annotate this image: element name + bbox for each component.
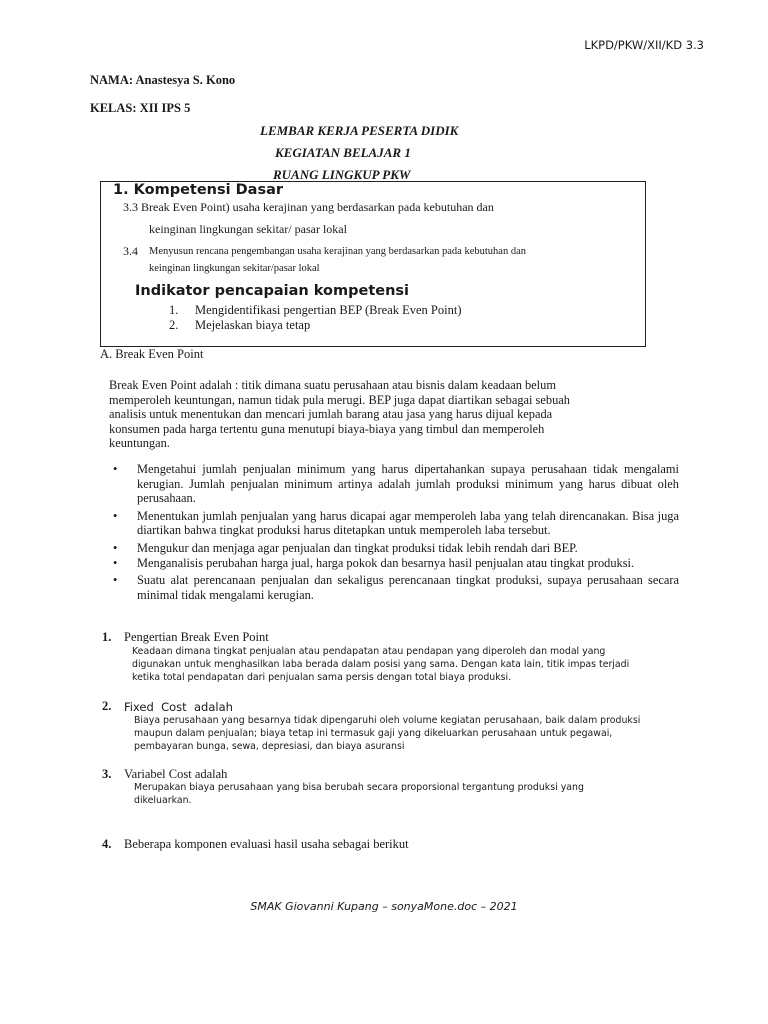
- bullet-icon: •: [113, 462, 118, 476]
- kd-3-4-line-1: Menyusun rencana pengembangan usaha kerajinan yang berdasarkan pada kebutuhan dan: [149, 246, 526, 257]
- bep-purpose-list: [113, 462, 679, 605]
- student-name: NAMA: Anastesya S. Kono: [90, 73, 236, 87]
- section-1-title: Pengertian Break Even Point: [124, 630, 269, 644]
- paragraph-line: konsumen pada harga tertentu guna menutupi biaya-biaya yang timbul dan memperoleh: [109, 421, 545, 436]
- section-2-title: Fixed Cost adalah: [124, 700, 233, 714]
- kd-3-4-number: 3.4: [123, 244, 138, 258]
- body-line: Keadaan dimana tingkat penjualan atau pendapatan atau pendapan yang diperoleh dan modal yang: [132, 646, 606, 657]
- bep-definition-paragraph: [109, 378, 679, 451]
- body-line: dikeluarkan.: [134, 795, 192, 807]
- section-3-title: Variabel Cost adalah: [124, 767, 228, 781]
- kompetensi-heading: 1. Kompetensi Dasar: [113, 182, 284, 198]
- document-code: LKPD/PKW/XII/KD 3.3: [584, 38, 704, 52]
- list-item: • Mengetahui jumlah penjualan minimum yang harus dipertahankan supaya perusahaan tidak mengalami kerugian. Jumlah penjualan minimum artinya adalah jumlah produksi minimum yang harus dibuat oleh perusahaan.: [113, 462, 679, 506]
- list-item: • Mengukur dan menjaga agar penjualan dan tingkat produksi tidak lebih rendah dari BEP.: [113, 540, 578, 555]
- body-line: maupun dalam penjualan; biaya tetap ini termasuk gaji yang dikeluarkan perusahaan untuk pegawai,: [134, 728, 613, 740]
- paragraph-line: keuntungan.: [109, 436, 170, 451]
- list-item: • Suatu alat perencanaan penjualan dan sekaligus perencanaan tingkat produksi, supaya perusahaan secara minimal tidak mengalami kerugian.: [113, 573, 679, 602]
- bullet-icon: •: [113, 540, 118, 555]
- indikator-item: Mejelaskan biaya tetap: [195, 318, 311, 332]
- section-a-title: A. Break Even Point: [100, 347, 204, 361]
- bullet-icon: •: [113, 508, 118, 523]
- page-footer: SMAK Giovanni Kupang – sonyaMone.doc – 2021: [250, 900, 518, 913]
- paragraph-line: memperoleh keuntungan, namun tidak pula merugi. BEP juga dapat diartikan sebagai sebuah: [109, 392, 570, 407]
- body-line: Biaya perusahaan yang besarnya tidak dipengaruhi oleh volume kegiatan perusahaan, baik dalam produksi: [134, 715, 641, 726]
- list-item: • Menganalisis perubahan harga jual, harga pokok dan besarnya hasil penjualan atau tingkat produksi.: [113, 555, 635, 570]
- body-line: digunakan untuk menghasilkan laba berada dalam posisi yang sama. Dengan kata lain, titik impas terjadi: [132, 659, 630, 671]
- paragraph-line: Break Even Point adalah : titik dimana suatu perusahaan atau bisnis dalam keadaan belum: [109, 378, 556, 392]
- section-4-title: Beberapa komponen evaluasi hasil usaha sebagai berikut: [124, 837, 409, 851]
- activity-title: KEGIATAN BELAJAR 1: [275, 145, 411, 160]
- section-1-body: [132, 645, 629, 685]
- body-line: pembayaran bunga, sewa, depresiasi, dan biaya asuransi: [134, 741, 405, 753]
- section-2-number: 2.: [102, 699, 112, 713]
- section-2-body: [134, 714, 640, 754]
- scope-title: RUANG LINGKUP PKW: [273, 167, 411, 182]
- kompetensi-box: [100, 181, 646, 347]
- section-3-number: 3.: [102, 767, 112, 781]
- bullet-icon: •: [113, 573, 118, 588]
- indikator-number: 2.: [169, 318, 179, 332]
- indikator-heading: Indikator pencapaian kompetensi: [135, 283, 410, 299]
- student-class: KELAS: XII IPS 5: [90, 101, 191, 115]
- list-item: • Menentukan jumlah penjualan yang harus dicapai agar memperoleh laba yang telah direncanakan. Bisa juga diartikan bahwa tingkat produksi harus ditetapkan untuk memperoleh laba tersebut.: [113, 508, 679, 538]
- section-1-number: 1.: [102, 630, 112, 644]
- indikator-item: Mengidentifikasi pengertian BEP (Break Even Point): [195, 303, 462, 317]
- body-line: ketika total pendapatan dari penjualan sama persis dengan total biaya produksi.: [132, 672, 512, 684]
- kd-3-3-line-1: 3.3 Break Even Point) usaha kerajinan yang berdasarkan pada kebutuhan dan: [123, 200, 494, 214]
- section-4-number: 4.: [102, 837, 112, 851]
- paragraph-line: analisis untuk menentukan dan mencari jumlah barang atau jasa yang harus dijual kepada: [109, 407, 553, 422]
- section-3-body: [134, 781, 584, 807]
- worksheet-title: LEMBAR KERJA PESERTA DIDIK: [260, 123, 459, 138]
- indikator-number: 1.: [169, 303, 179, 317]
- kd-3-3-line-2: keinginan lingkungan sekitar/ pasar lokal: [149, 222, 347, 236]
- body-line: Merupakan biaya perusahaan yang bisa berubah secara proporsional tergantung produksi yang: [134, 782, 584, 793]
- bullet-icon: •: [113, 555, 118, 570]
- kd-3-4-line-2: keinginan lingkungan sekitar/pasar lokal: [149, 263, 320, 274]
